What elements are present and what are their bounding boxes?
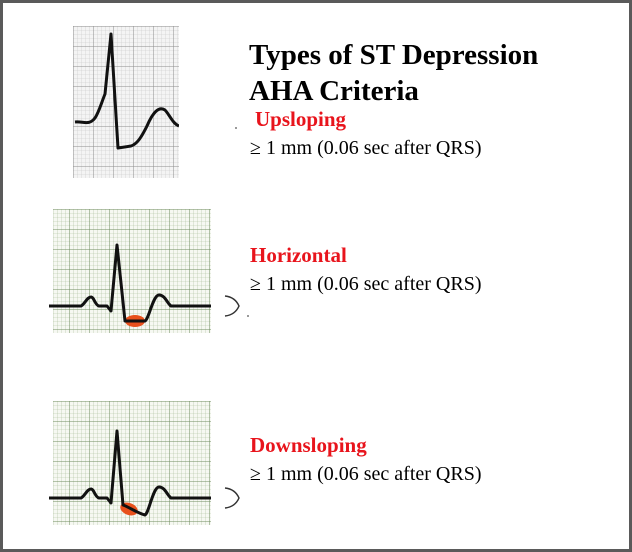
criterion-downsloping: ≥ 1 mm (0.06 sec after QRS): [250, 463, 482, 485]
slide-title: [249, 37, 538, 109]
label-downsloping: Downsloping: [250, 433, 367, 457]
ecg-downsloping-strip: [49, 401, 245, 525]
slide: [3, 3, 629, 549]
label-horizontal: Horizontal: [250, 243, 347, 267]
stray-dot: [247, 315, 249, 317]
criterion-upsloping: ≥ 1 mm (0.06 sec after QRS): [250, 137, 482, 159]
ecg-horizontal-strip: [49, 209, 245, 333]
bracket-icon: [225, 296, 239, 316]
bracket-icon: [225, 488, 239, 508]
ecg-upsloping-strip: [73, 26, 179, 178]
title-line-1: Types of ST Depression: [249, 39, 539, 71]
criterion-horizontal: ≥ 1 mm (0.06 sec after QRS): [250, 273, 482, 295]
label-upsloping: Upsloping: [255, 107, 347, 131]
title-line-2: AHA Criteria: [249, 75, 419, 107]
stray-dot: [235, 127, 237, 129]
